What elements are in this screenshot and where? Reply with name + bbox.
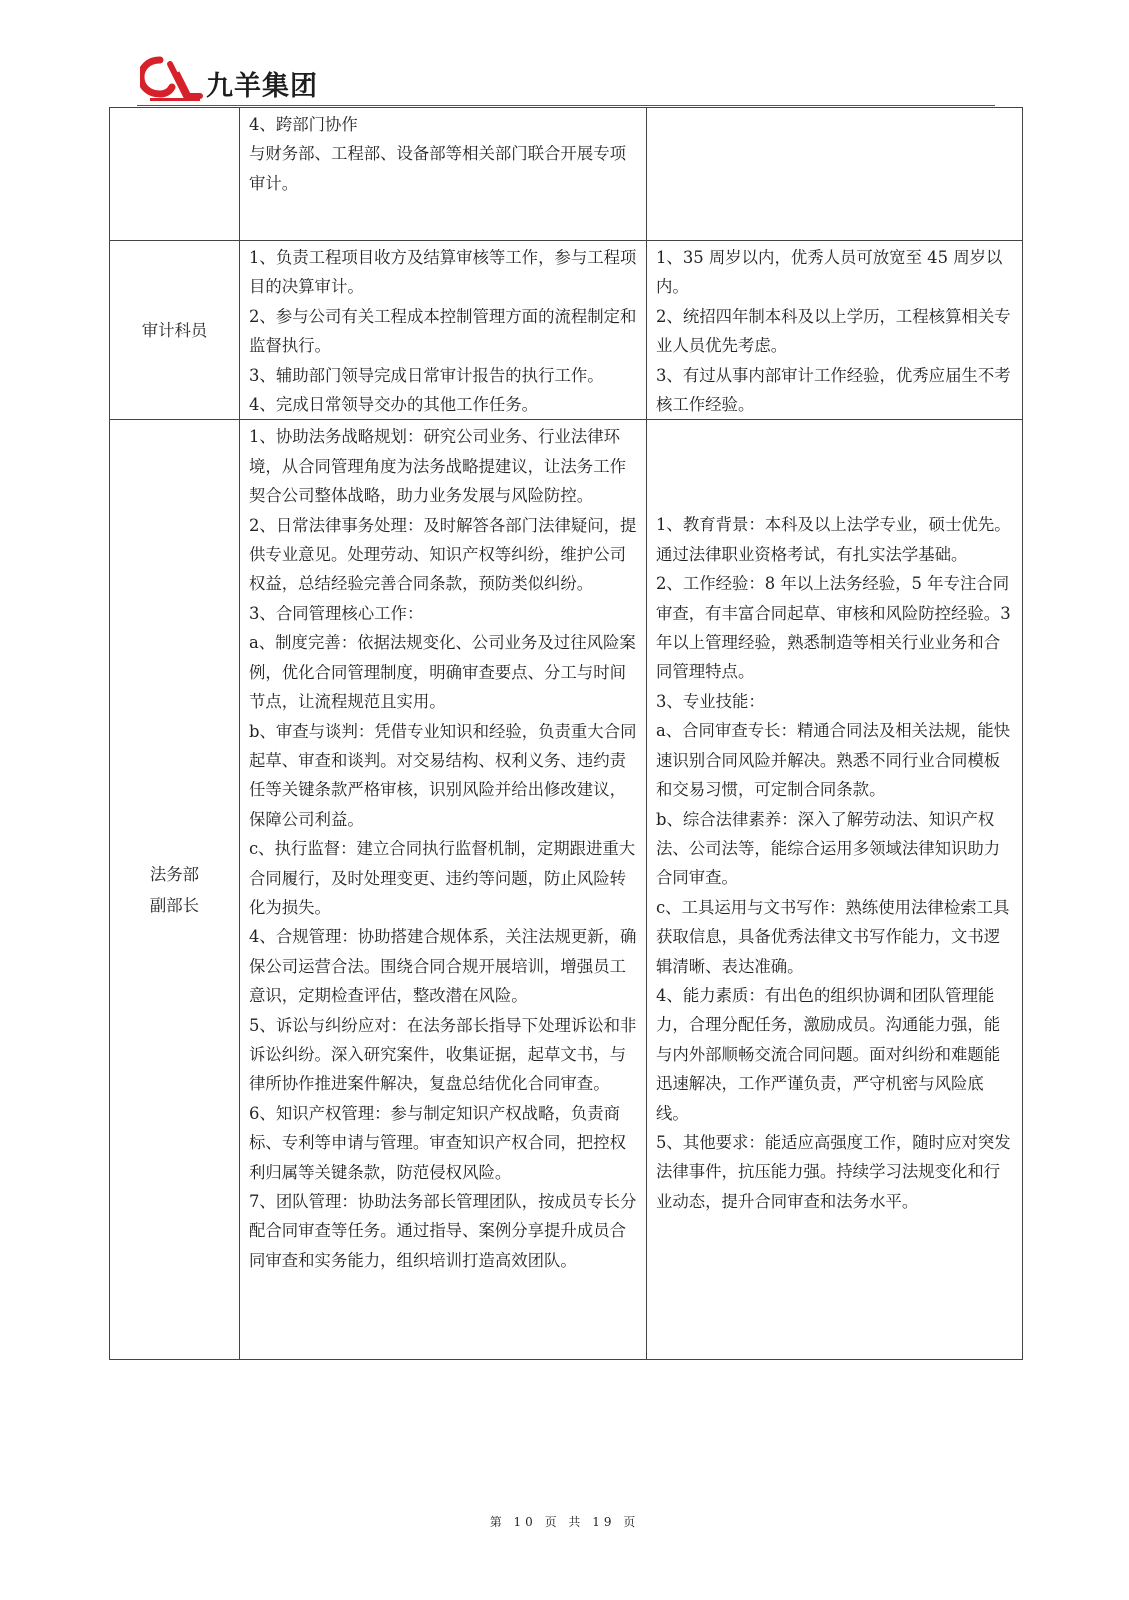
position-title: 法务部 (149, 864, 200, 884)
duty-item: 1、协助法务战略规划：研究公司业务、行业法律环境，从合同管理角度为法务战略提建议，让法务工作契合公司整体战略，助力业务发展与风险防控。 (249, 427, 626, 506)
position-title-cell (110, 241, 240, 420)
duty-item: 4、完成日常领导交办的其他工作任务。 (249, 395, 539, 415)
duty-item: 与财务部、工程部、设备部等相关部门联合开展专项审计。 (249, 144, 626, 193)
requirement-item: 1、教育背景：本科及以上法学专业，硕士优先。通过法律职业资格考试，有扎实法学基础。 (656, 515, 1011, 564)
requirement-item: 4、能力素质：有出色的组织协调和团队管理能力，合理分配任务，激励成员。沟通能力强，能与内外部顺畅交流合同问题。面对纠纷和难题能迅速解决，工作严谨负责，严守机密与风险底线。 (656, 985, 1001, 1123)
position-title-cell (110, 108, 240, 241)
requirement-item: b、综合法律素养：深入了解劳动法、知识产权法、公司法等，能综合运用多领域法律知识助力合同审查。 (656, 809, 1001, 888)
requirement-item: 3、专业技能： (656, 691, 765, 711)
duties-cell (240, 108, 647, 241)
duty-item: a、制度完善：依据法规变化、公司业务及过往风险案例，优化合同管理制度，明确审查要点、分工与时间节点，让流程规范且实用。 (249, 633, 636, 712)
position-title-cell (110, 420, 240, 1360)
duty-item: 7、团队管理：协助法务部长管理团队，按成员专长分配合同审查等任务。通过指导、案例分享提升成员合同审查和实务能力，组织培训打造高效团队。 (249, 1192, 637, 1270)
duty-item: c、执行监督：建立合同执行监督机制，定期跟进重大合同履行，及时处理变更、违约等问题，防止风险转化为损失。 (249, 839, 636, 917)
duty-item: 4、合规管理：协助搭建合规体系，关注法规更新，确保公司运营合法。围绕合同合规开展培训，增强员工意识，定期检查评估，整改潜在风险。 (249, 927, 637, 1006)
duty-item: 1、负责工程项目收方及结算审核等工作，参与工程项目的决算审计。 (249, 248, 637, 297)
duty-item: 2、参与公司有关工程成本控制管理方面的流程制定和监督执行。 (249, 306, 637, 356)
requirements-cell (647, 420, 1023, 1360)
logo-text: 九羊集团 (206, 71, 318, 102)
position-title: 副部长 (149, 895, 200, 915)
duty-item: 4、跨部门协作 (249, 115, 358, 134)
duty-item: 3、辅助部门领导完成日常审计报告的执行工作。 (249, 365, 604, 385)
duty-item: 3、合同管理核心工作： (249, 603, 424, 623)
duty-item: b、审查与谈判：凭借专业知识和经验，负责重大合同起草、审查和谈判。对交易结构、权利义务、违约责任等关键条款严格审核，识别风险并给出修改建议，保障公司利益。 (249, 721, 637, 829)
requirement-item: c、工具运用与文书写作：熟练使用法律检索工具获取信息，具备优秀法律文书写作能力，文书逻辑清晰、表达准确。 (656, 897, 1010, 976)
requirement-item: a、合同审查专长：精通合同法及相关法规，能快速识别合同风险并解决。熟悉不同行业合同模板和交易习惯，可定制合同条款。 (656, 721, 1010, 800)
duty-item: 2、日常法律事务处理：及时解答各部门法律疑问，提供专业意见。处理劳动、知识产权等纠纷，维护公司权益，总结经验完善合同条款，预防类似纠纷。 (249, 515, 637, 594)
logo-mark-icon (140, 54, 210, 104)
table-row (110, 241, 1023, 420)
position-title: 审计科员 (141, 320, 208, 340)
requirements-cell (647, 108, 1023, 241)
page-number: 第 10 页 共 19 页 (489, 1515, 640, 1529)
duties-cell (240, 241, 647, 420)
company-logo (140, 54, 330, 104)
duties-cell (240, 420, 647, 1360)
duty-item: 6、知识产权管理：参与制定知识产权战略，负责商标、专利等申请与管理。审查知识产权合同，把控权利归属等关键条款，防范侵权风险。 (249, 1103, 626, 1182)
requirements-cell (647, 241, 1023, 420)
header-rule (137, 105, 995, 106)
job-table (109, 107, 1023, 1360)
requirement-item: 1、35 周岁以内，优秀人员可放宽至 45 周岁以内。 (656, 248, 1003, 297)
requirement-item: 3、有过从事内部审计工作经验，优秀应届生不考核工作经验。 (656, 365, 1011, 415)
requirement-item: 2、统招四年制本科及以上学历，工程核算相关专业人员优先考虑。 (656, 306, 1011, 356)
duty-item: 5、诉讼与纠纷应对：在法务部长指导下处理诉讼和非诉讼纠纷。深入研究案件，收集证据，起草文书，与律所协作推进案件解决，复盘总结优化合同审查。 (249, 1015, 637, 1094)
requirement-item: 5、其他要求：能适应高强度工作，随时应对突发法律事件，抗压能力强。持续学习法规变化和行业动态，提升合同审查和法务水平。 (656, 1132, 1011, 1211)
table-row (110, 420, 1023, 1360)
table-row (110, 108, 1023, 241)
requirement-item: 2、工作经验：8 年以上法务经验，5 年专注合同审查，有丰富合同起草、审核和风险防控经验。3 年以上管理经验，熟悉制造等相关行业业务和合同管理特点。 (656, 574, 1011, 682)
